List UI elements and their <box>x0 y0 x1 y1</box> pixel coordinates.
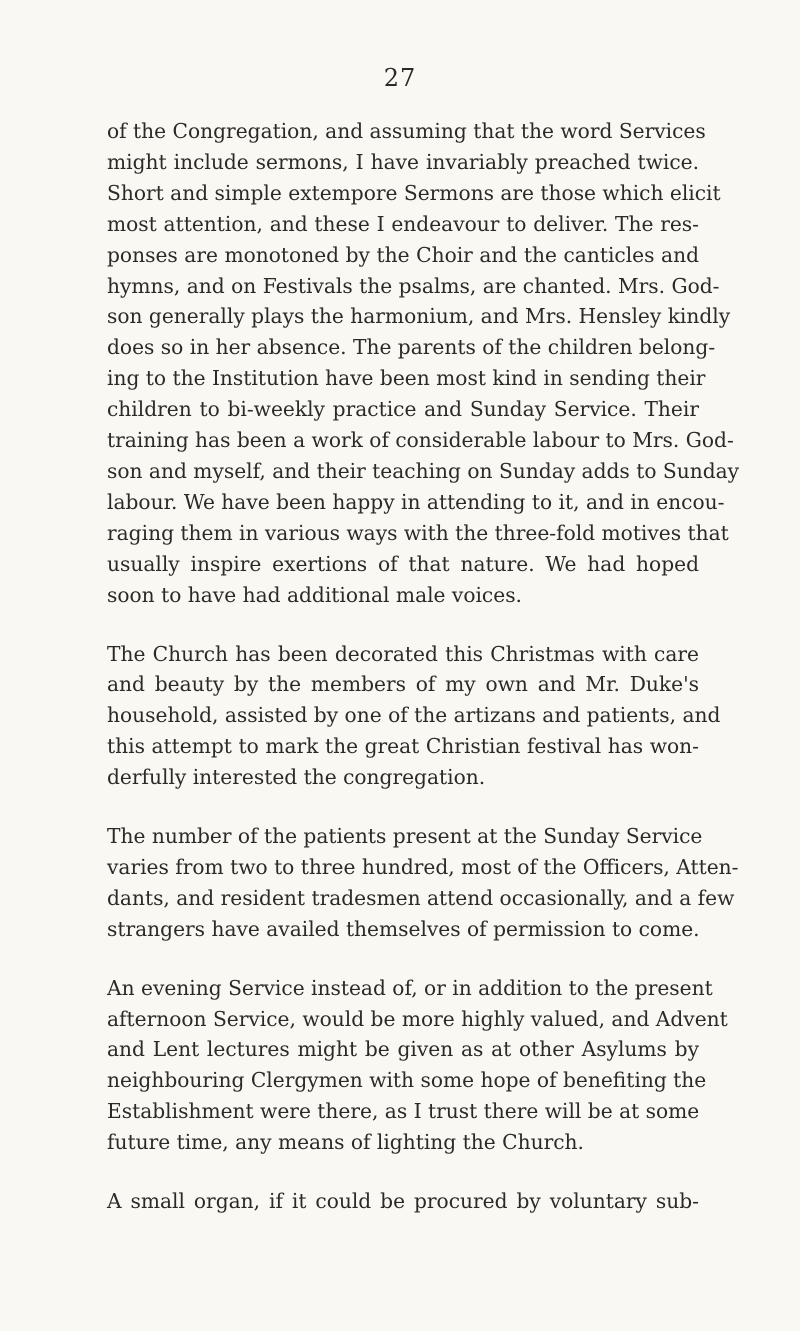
page-body <box>107 116 740 1217</box>
text-line: most attention, and these I endeavour to deliver. The res- <box>107 211 699 236</box>
text-line: A small organ, if it could be procured by voluntary sub- <box>107 1189 699 1214</box>
text-line: children to bi-weekly practice and Sunday Service. Their <box>107 397 699 422</box>
text-line: training has been a work of considerable labour to Mrs. God- <box>107 428 734 453</box>
text-line: son generally plays the harmonium, and Mrs. Hensley kindly <box>107 304 731 329</box>
text-line: afternoon Service, would be more highly valued, and Advent <box>107 1006 728 1031</box>
paragraph-evening-service <box>107 973 728 1158</box>
text-line: of the Congregation, and assuming that the word Services <box>107 119 706 143</box>
text-line: soon to have had additional male voices. <box>107 582 522 607</box>
text-line: household, assisted by one of the artizans and patients, and <box>107 703 721 728</box>
text-line: labour. We have been happy in attending to it, and in encou- <box>107 489 725 514</box>
text-line: ponses are monotoned by the Choir and the canticles and <box>107 242 699 267</box>
text-line: The number of the patients present at the Sunday Service <box>107 824 703 849</box>
text-line: this attempt to mark the great Christian festival has won- <box>107 734 699 759</box>
paragraph-church-decoration <box>107 639 721 794</box>
text-line: and beauty by the members of my own and Mr. Duke's <box>107 672 699 697</box>
text-line: An evening Service instead of, or in addition to the present <box>107 975 713 1000</box>
text-line: son and myself, and their teaching on Sunday adds to Sunday <box>107 458 740 483</box>
text-line: The Church has been decorated this Christmas with care <box>107 641 699 666</box>
text-line: raging them in various ways with the three-fold motives that <box>107 520 729 545</box>
text-line: future time, any means of lighting the Church. <box>107 1130 584 1155</box>
text-line: might include sermons, I have invariably preached twice. <box>107 149 699 174</box>
text-line: neighbouring Clergymen with some hope of benefiting the <box>107 1068 707 1093</box>
text-line: ing to the Institution have been most kind in sending their <box>107 366 706 391</box>
text-line: hymns, and on Festivals the psalms, are chanted. Mrs. God- <box>107 273 720 298</box>
paragraph-organ <box>107 1186 699 1217</box>
text-line: and Lent lectures might be given as at other Asylums by <box>107 1037 699 1062</box>
paragraph-attendance <box>107 821 739 945</box>
text-line: derfully interested the congregation. <box>107 765 486 790</box>
text-line: Short and simple extempore Sermons are those which elicit <box>107 180 721 205</box>
text-line: usually inspire exertions of that nature. We had hoped <box>107 551 699 576</box>
text-line: strangers have availed themselves of permission to come. <box>107 916 700 941</box>
text-line: varies from two to three hundred, most of the Officers, Atten- <box>107 854 739 879</box>
paragraph-services <box>107 116 740 611</box>
text-line: dants, and resident tradesmen attend occasionally, and a few <box>107 885 735 910</box>
text-line: Establishment were there, as I trust there will be at some <box>107 1099 700 1124</box>
text-line: does so in her absence. The parents of the children belong- <box>107 335 716 360</box>
page-number: 27 <box>383 64 417 92</box>
